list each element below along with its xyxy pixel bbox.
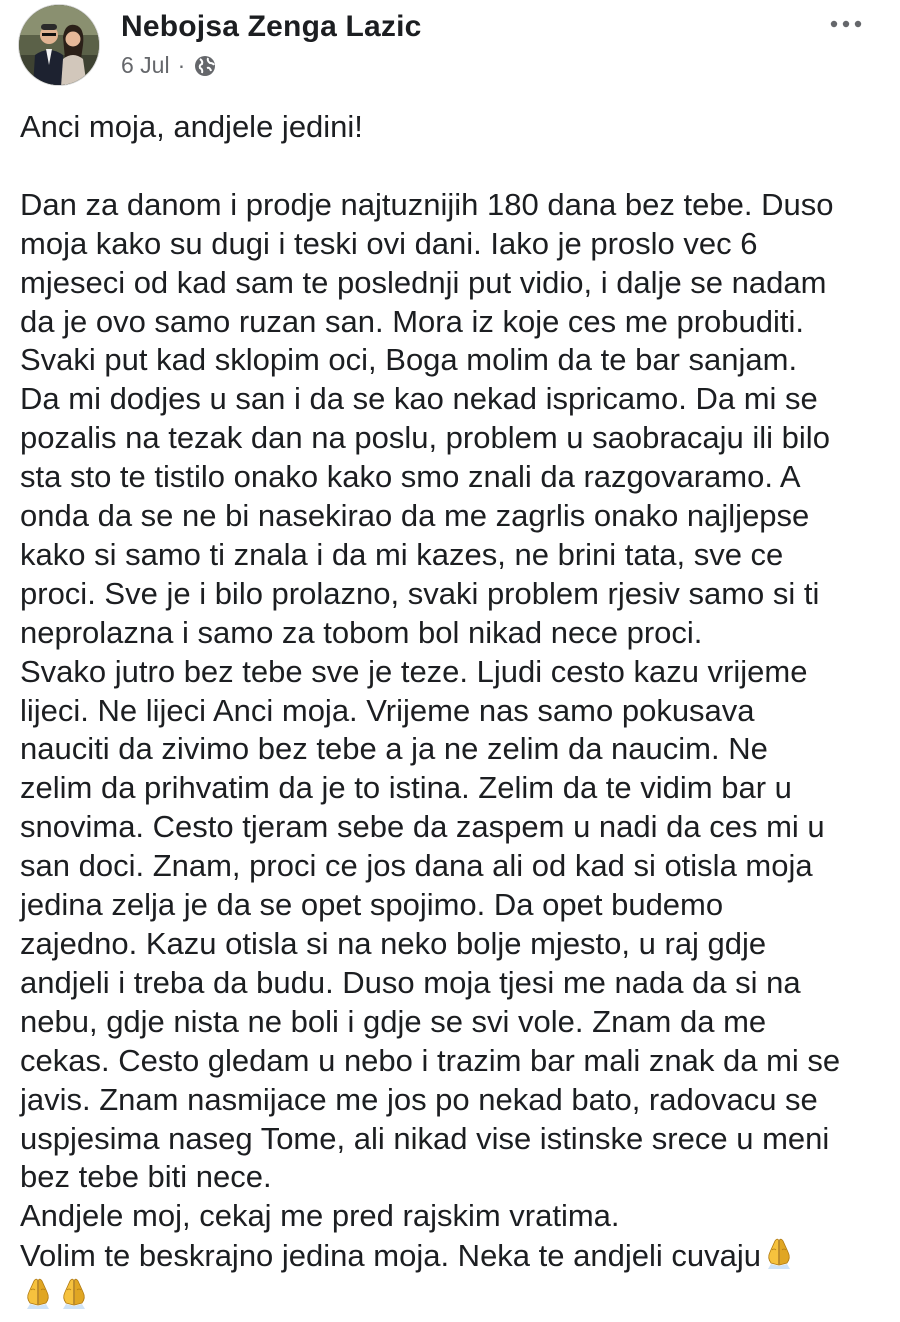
paragraph-gap [20,147,890,186]
post-last-line-text: Volim te beskrajno jedina moja. Neka te andjeli cuvaju [20,1238,761,1274]
post-text-line: lijeci. Ne lijeci Anci moja. Vrijeme nas samo pokusava [20,692,755,728]
post-text-line: pozalis na tezak dan na poslu, problem u saobracaju ili bilo [20,420,830,456]
post-text-line: Da mi dodjes u san i da se kao nekad ispricamo. Da mi se [20,381,818,417]
post-text-line: Andjele moj, cekaj me pred rajskim vratima. [20,1198,620,1234]
post-text-line: zajedno. Kazu otisla si na neko bolje mjesto, u raj gdje [20,926,767,962]
meta-separator: · [177,52,186,78]
post-text-line: moja kako su dugi i teski ovi dani. Iako je proslo vec 6 [20,225,758,261]
post-text-line: mjeseci od kad sam te poslednji put vidio, i dalje se nadam [20,264,827,300]
post-text-line: neprolazna i samo za tobom bol nikad nece proci. [20,614,703,650]
post-header [0,0,900,100]
folded-hands-icon [56,1276,92,1312]
post-meta [121,52,217,79]
post-emoji-line [20,1276,890,1316]
post-text-line: onda da se ne bi nasekirao da me zagrlis onako najljepse [20,498,810,534]
post-text-line: Svaki put kad sklopim oci, Boga molim da te bar sanjam. [20,342,798,378]
post-text-line: san doci. Znam, proci ce jos dana ali od kad si otisla moja [20,848,813,884]
post-text-line: bez tebe biti nece. [20,1159,272,1195]
post-lines [20,186,890,1236]
post-text-line: Dan za danom i prodje najtuznijih 180 dana bez tebe. Duso [20,186,834,222]
post-text-line: nauciti da zivimo bez tebe a ja ne zelim da naucim. Ne [20,731,768,767]
post-text-line: zelim da prihvatim da je to istina. Zelim da te vidim bar u [20,770,792,806]
more-options-icon[interactable] [826,12,866,36]
post-text-line: proci. Sve je i bilo prolazno, svaki problem rjesiv samo si ti [20,575,820,611]
folded-hands-icon [20,1276,56,1312]
post-text-line: Svako jutro bez tebe sve je teze. Ljudi cesto kazu vrijeme [20,653,808,689]
author-avatar[interactable] [18,4,100,86]
post-greeting: Anci moja, andjele jedini! [20,109,363,144]
post-text-line: cekas. Cesto gledam u nebo i trazim bar mali znak da mi se [20,1042,841,1078]
post-text-line: da je ovo samo ruzan san. Mora iz koje ces me probuditi. [20,303,804,339]
post-text [20,108,890,1316]
post-text-line: andjeli i treba da budu. Duso moja tjesi me nada da si na [20,964,801,1000]
post-text-line: jedina zelja je da se opet spojimo. Da opet budemo [20,887,724,923]
post-date[interactable]: 6 Jul [121,52,170,78]
folded-hands-icon [761,1236,797,1272]
post-text-line: nebu, gdje nista ne boli i gdje se svi vole. Znam da me [20,1003,767,1039]
post-text-line: sta sto te tistilo onako kako smo znali da razgovaramo. A [20,459,801,495]
author-name[interactable]: Nebojsa Zenga Lazic [121,10,422,43]
post-text-line: javis. Znam nasmijace me jos po nekad bato, radovacu se [20,1081,818,1117]
globe-icon [193,54,217,78]
post-text-line: kako si samo ti znala i da mi kazes, ne brini tata, sve ce [20,536,784,572]
post-text-line: uspjesima naseg Tome, ali nikad vise istinske srece u meni [20,1120,830,1156]
post-text-line: snovima. Cesto tjeram sebe da zaspem u nadi da ces mi u [20,809,825,845]
post-last-line [20,1236,890,1276]
